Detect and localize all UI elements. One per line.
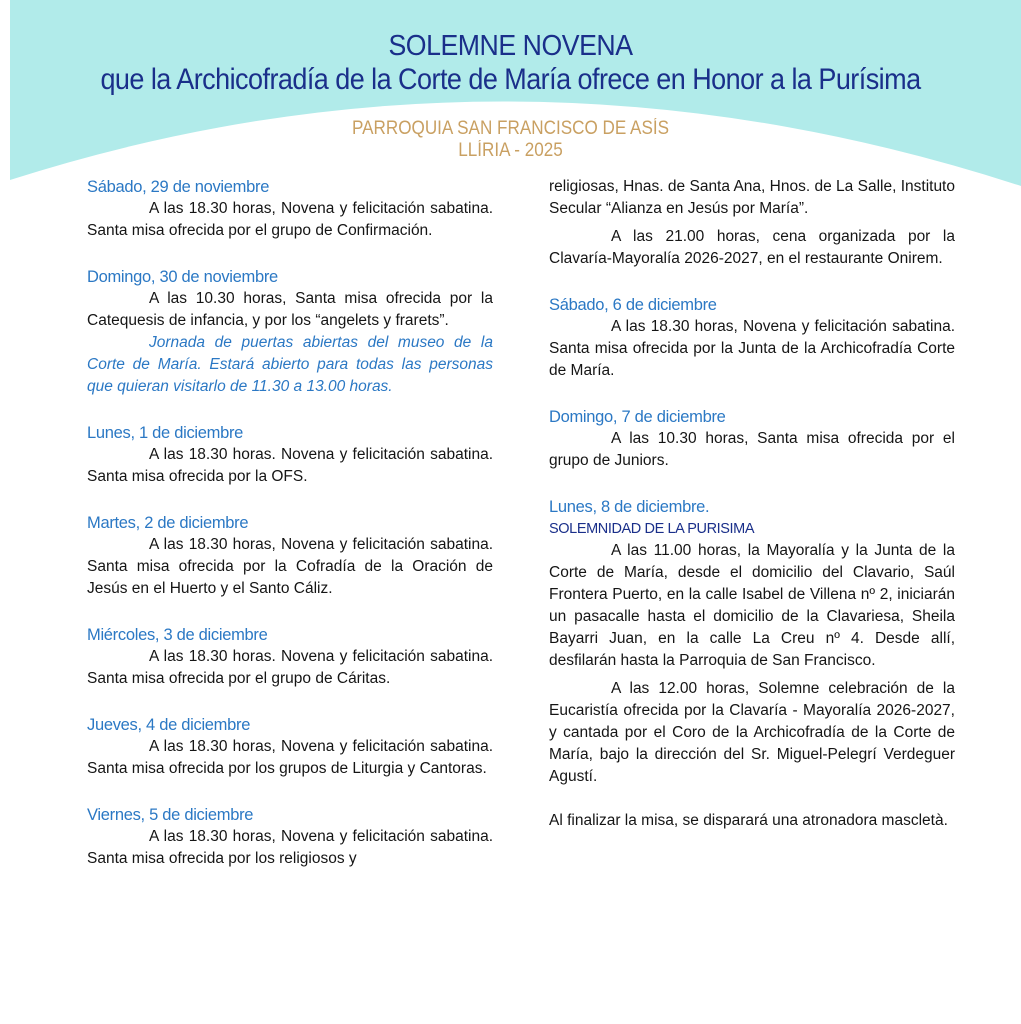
schedule-entry-continued [549, 176, 955, 270]
entry-day: Jueves, 4 de diciembre [87, 716, 251, 734]
entry-text: A las 18.30 horas. Novena y felicitación sabatina. Santa misa ofrecida por la OFS. [87, 446, 493, 485]
entry-day: Martes, 2 de diciembre [87, 514, 249, 532]
parish-name: PARROQUIA SAN FRANCISCO DE ASÍS [351, 118, 670, 139]
entry-day: Domingo, 30 de noviembre [87, 268, 278, 286]
page-title: SOLEMNE NOVENA [388, 30, 633, 62]
schedule-entry [87, 512, 493, 600]
schedule-entry [549, 294, 955, 382]
entry-day: Miércoles, 3 de diciembre [87, 626, 268, 644]
entry-day: Lunes, 1 de diciembre [87, 424, 244, 442]
schedule-entry [87, 422, 493, 488]
entry-text: A las 18.30 horas, Novena y felicitación sabatina. Santa misa ofrecida por los religiosos y [87, 828, 493, 867]
schedule-entry-final [549, 496, 955, 832]
entry-text: A las 10.30 horas, Santa misa ofrecida por el grupo de Juniors. [549, 430, 955, 469]
place-year: LLÍRIA - 2025 [458, 140, 563, 161]
entry-text: A las 18.30 horas, Novena y felicitación sabatina. Santa misa ofrecida por los grupos de Liturgia y Cantoras. [87, 738, 493, 777]
entry-text: A las 18.30 horas, Novena y felicitación sabatina. Santa misa ofrecida por la Junta de la Archicofradía Corte de María. [549, 318, 955, 379]
entry-text: A las 18.30 horas, Novena y felicitación sabatina. Santa misa ofrecida por el grupo de Confirmación. [87, 200, 493, 239]
entry-day: Viernes, 5 de diciembre [87, 806, 254, 824]
entry-text: A las 12.00 horas, Solemne celebración de la Eucaristía ofrecida por la Clavaría - Mayoralía 2026-2027, y cantada por el Coro de la Archicofradía de la Corte de María, bajo la dirección del Sr. Miguel-Pelegrí Verdeguer Agustí. [549, 680, 955, 785]
entry-day: Domingo, 7 de diciembre [549, 408, 726, 426]
schedule-entry [87, 804, 493, 870]
entry-text: religiosas, Hnas. de Santa Ana, Hnos. de La Salle, Instituto Secular “Alianza en Jesús por María”. [549, 178, 955, 217]
schedule-entry [87, 624, 493, 690]
entry-day: Sábado, 29 de noviembre [87, 178, 270, 196]
schedule-entry [87, 714, 493, 780]
schedule-entry [87, 266, 493, 398]
entry-day: Sábado, 6 de diciembre [549, 296, 717, 314]
entry-text: A las 18.30 horas. Novena y felicitación sabatina. Santa misa ofrecida por el grupo de Cáritas. [87, 648, 493, 687]
entry-text: A las 10.30 horas, Santa misa ofrecida por la Catequesis de infancia, y por los “angelets y frarets”. [87, 290, 493, 329]
closing-text: Al finalizar la misa, se disparará una atronadora mascletà. [549, 812, 948, 829]
entry-note: Jornada de puertas abiertas del museo de la Corte de María. Estará abierto para todas las personas que quieran visitarlo de 11.30 a 13.00 horas. [87, 334, 493, 395]
entry-day: Lunes, 8 de diciembre. [549, 498, 710, 516]
entry-text: A las 18.30 horas, Novena y felicitación sabatina. Santa misa ofrecida por la Cofradía de la Oración de Jesús en el Huerto y el Santo Cáliz. [87, 536, 493, 597]
entry-text: A las 11.00 horas, la Mayoralía y la Junta de la Corte de María, desde el domicilio del Clavario, Saúl Frontera Puerto, en la calle Isabel de Villena nº 2, iniciarán un pasacalle hasta el domicilio de la Clavariesa, Sheila Bayarri Juan, en la calle La Creu nº 4. Desde allí, desfilarán hasta la Parroquia de San Francisco. [549, 542, 955, 669]
left-column [87, 176, 493, 894]
entry-text: A las 21.00 horas, cena organizada por la Clavaría-Mayoralía 2026-2027, en el restaurante Onirem. [549, 228, 955, 267]
right-column [549, 176, 955, 856]
solemnity-heading: SOLEMNIDAD DE LA PURISIMA [549, 521, 755, 537]
schedule-entry [549, 406, 955, 472]
page-subtitle: que la Archicofradía de la Corte de María ofrece en Honor a la Purísima [100, 63, 921, 96]
schedule-entry [87, 176, 493, 242]
